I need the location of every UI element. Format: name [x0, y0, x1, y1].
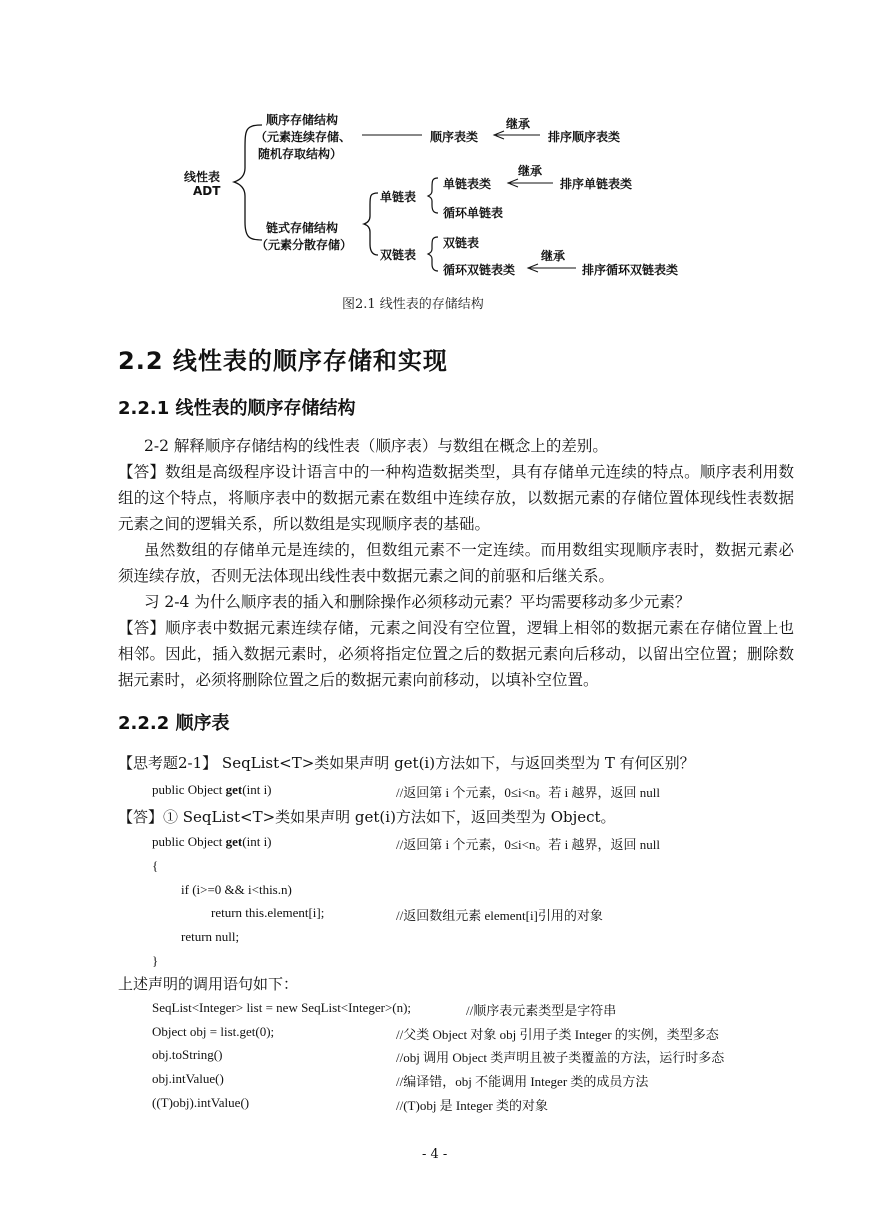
linked-structure-label: 链式存储结构 [266, 221, 339, 235]
paragraph-array-note: 虽然数组的存储单元是连续的，但数组元素不一定连续。而用数组实现顺序表时，数据元素必须连续存放，否则无法体现出线性表中数据元素之间的前驱和后继关系。 [118, 541, 794, 585]
code-text: public Object [152, 782, 226, 797]
diagram-root-sub: ADT [193, 184, 221, 198]
single-class-label: 单链表类 [443, 177, 492, 191]
code-comment-2: //返回第 i 个元素，0≤i<n。若 i 越界，返回 null [396, 837, 660, 852]
call-comment: //编译错，obj 不能调用 Integer 类的成员方法 [396, 1074, 649, 1089]
diagram-lines [0, 0, 870, 300]
single-linked-label: 单链表 [380, 190, 417, 204]
subsection-heading-2-2-2: 2.2.2 顺序表 [118, 713, 230, 734]
linked-brace [364, 193, 378, 255]
seq-structure-desc-1: （元素连续存储、 [255, 130, 352, 144]
call-code: ((T)obj).intValue() [152, 1095, 250, 1110]
circular-single-label: 循环单链表 [443, 206, 504, 220]
code-text: public Object [152, 834, 226, 849]
answer-line: 【答】① SeqList<T>类如果声明 get(i)方法如下，返回类型为 Object。 [118, 808, 616, 826]
seq-structure-label: 顺序存储结构 [266, 113, 339, 127]
double-linked-label: 双链表 [380, 248, 417, 262]
code-text: (int i) [242, 834, 272, 849]
double-item-label: 双链表 [443, 236, 480, 250]
inherit-label-3: 继承 [541, 249, 566, 263]
code-return-comment: //返回数组元素 element[i]引用的对象 [396, 908, 603, 923]
call-code: obj.intValue() [152, 1071, 224, 1086]
call-code: Object obj = list.get(0); [152, 1024, 275, 1039]
code-signature-1 [152, 782, 272, 798]
answer-2-4: 【答】顺序表中数据元素连续存储，元素之间没有空位置，逻辑上相邻的数据元素在存储位置上也相邻。因此，插入数据元素时，必须将指定位置之后的数据元素向后移动，以留出空位置；删除数据元素时，必须将删除位置之后的数据元素向前移动，以填补空位置。 [118, 619, 794, 689]
seq-structure-desc-2: 随机存取结构） [258, 147, 343, 161]
code-return-line: return this.element[i]; [211, 905, 325, 920]
subsection-heading-2-2-1: 2.2.1 线性表的顺序存储结构 [118, 398, 356, 419]
code-if-line: if (i>=0 && i<this.n) [181, 882, 292, 897]
question-2-2: 2-2 解释顺序存储结构的线性表（顺序表）与数组在概念上的差别。 [144, 437, 608, 455]
diagram-root-label: 线性表 [184, 170, 221, 184]
question-2-4: 习 2-4 为什么顺序表的插入和删除操作必须移动元素？平均需要移动多少元素？ [144, 593, 691, 611]
page-number: - 4 - [422, 1147, 448, 1162]
figure-caption: 图2.1 线性表的存储结构 [342, 297, 484, 312]
sorted-seq-class-label: 排序顺序表类 [548, 130, 621, 144]
section-heading-2-2: 2.2 线性表的顺序存储和实现 [118, 347, 448, 375]
code-method-name: get [225, 834, 243, 849]
linked-structure-desc: （元素分散存储） [256, 238, 353, 252]
answer-2-2: 【答】数组是高级程序设计语言中的一种构造数据类型，具有存储单元连续的特点。顺序表利用数组的这个特点，将顺序表中的数据元素在数组中连续存放，以数据元素的存储位置体现线性表数据元素之间的逻辑关系，所以数组是实现顺序表的基础。 [118, 463, 794, 533]
single-brace [428, 178, 438, 213]
call-comment: //顺序表元素类型是字符串 [466, 1003, 617, 1018]
code-return-null: return null; [181, 929, 240, 944]
seq-class-label: 顺序表类 [430, 130, 479, 144]
code-brace-open: { [152, 858, 159, 873]
code-method-name: get [225, 782, 243, 797]
double-brace [428, 237, 438, 271]
code-comment-1: //返回第 i 个元素，0≤i<n。若 i 越界，返回 null [396, 785, 660, 800]
code-text: (int i) [242, 782, 272, 797]
thinking-question-2-1: 【思考题2-1】 SeqList<T>类如果声明 get(i)方法如下，与返回类型为 T 有何区别？ [118, 754, 695, 772]
call-code: SeqList<Integer> list = new SeqList<Integer>(n); [152, 1000, 412, 1015]
inherit-label-1: 继承 [506, 117, 531, 131]
circular-double-class-label: 循环双链表类 [443, 263, 516, 277]
call-comment: //父类 Object 对象 obj 引用子类 Integer 的实例，类型多态 [396, 1027, 719, 1042]
call-comment: //obj 调用 Object 类声明且被子类覆盖的方法，运行时多态 [396, 1050, 725, 1065]
code-signature-2 [152, 834, 272, 850]
call-code: obj.toString() [152, 1047, 223, 1062]
sorted-circular-double-class-label: 排序循环双链表类 [582, 263, 679, 277]
sorted-single-class-label: 排序单链表类 [560, 177, 633, 191]
call-intro: 上述声明的调用语句如下： [118, 975, 299, 993]
inherit-label-2: 继承 [518, 164, 543, 178]
call-comment: //(T)obj 是 Integer 类的对象 [396, 1098, 548, 1113]
code-brace-close: } [152, 953, 159, 968]
